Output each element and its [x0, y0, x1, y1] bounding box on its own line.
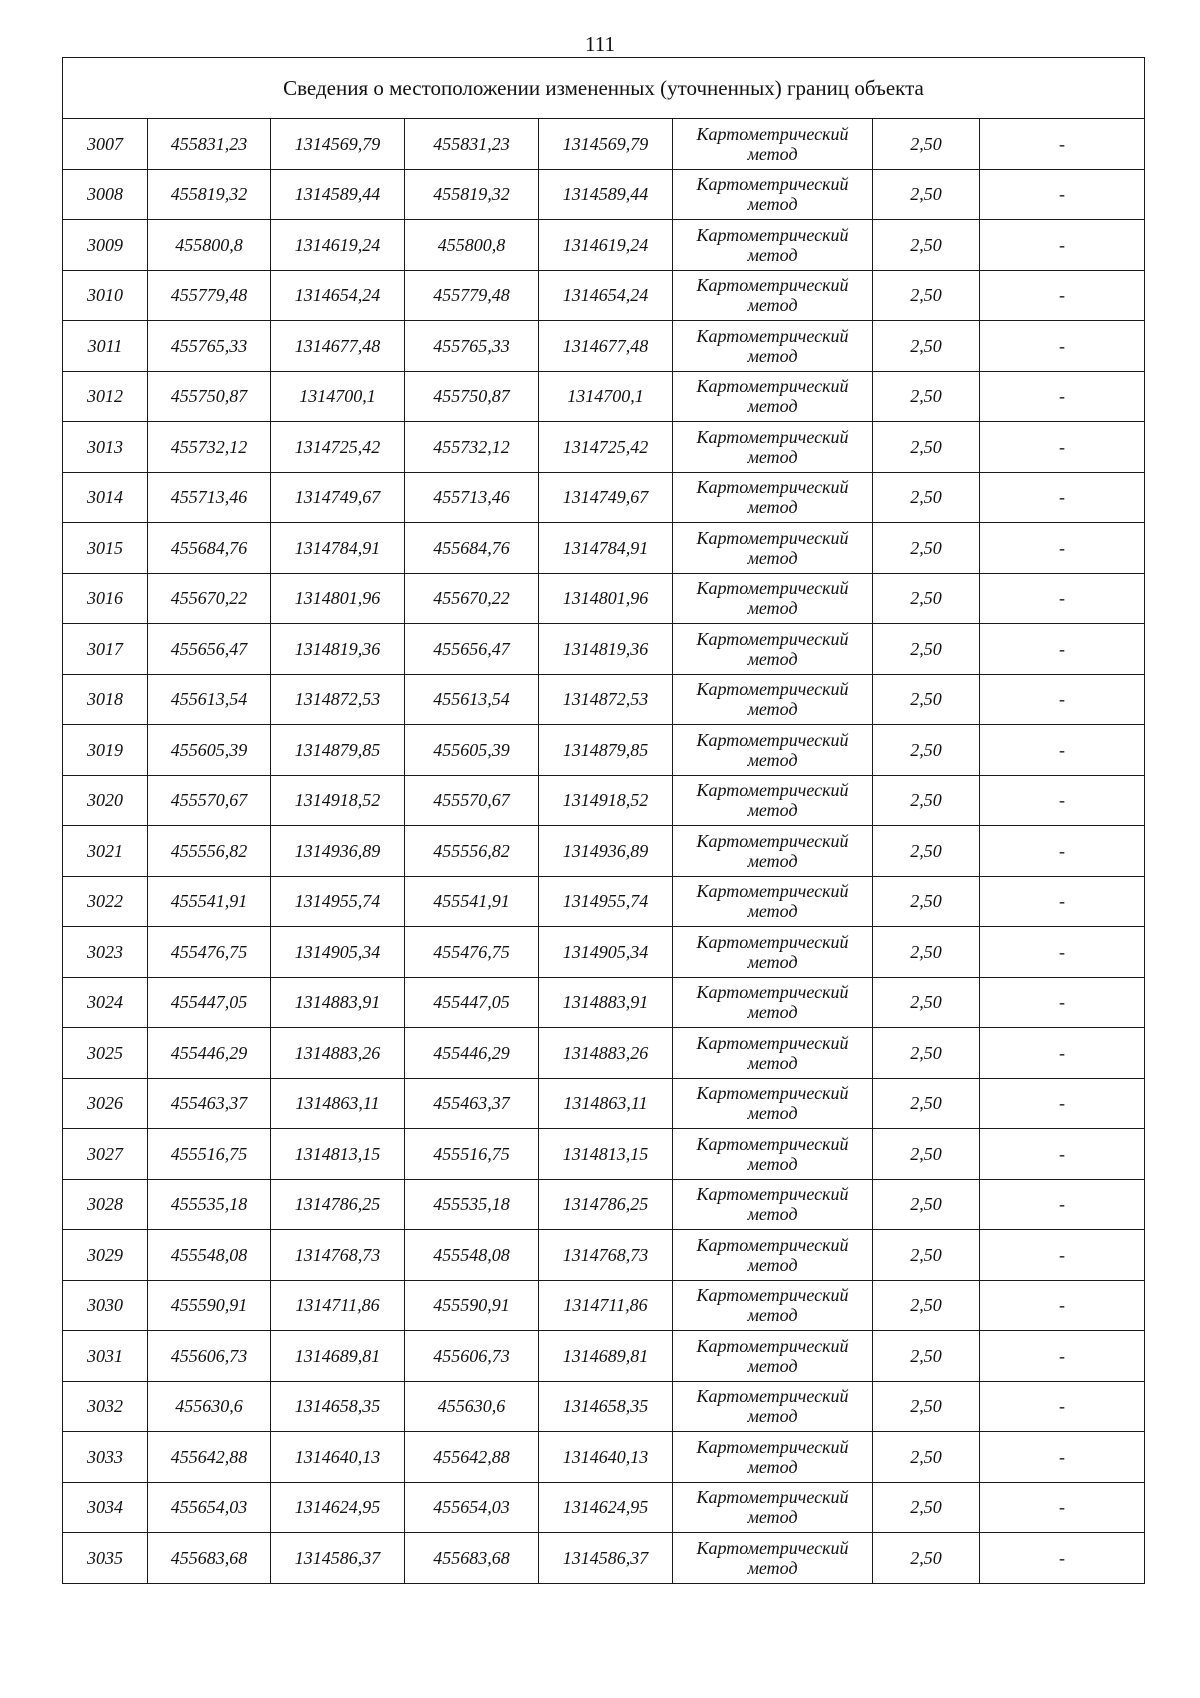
y-old-cell: 1314905,34: [271, 927, 405, 978]
description-cell: -: [980, 1280, 1145, 1331]
y-new-cell: 1314711,86: [539, 1280, 673, 1331]
point-number-cell: 3023: [63, 927, 148, 978]
point-number-cell: 3030: [63, 1280, 148, 1331]
y-new-cell: 1314784,91: [539, 523, 673, 574]
method-cell: Картометрический метод: [673, 624, 873, 675]
method-cell: Картометрический метод: [673, 523, 873, 574]
y-old-cell: 1314879,85: [271, 725, 405, 776]
description-cell: -: [980, 119, 1145, 170]
x-new-cell: 455447,05: [405, 977, 539, 1028]
description-cell: -: [980, 573, 1145, 624]
y-new-cell: 1314786,25: [539, 1179, 673, 1230]
point-number-cell: 3027: [63, 1129, 148, 1180]
y-old-cell: 1314819,36: [271, 624, 405, 675]
table-row: [63, 220, 1145, 271]
y-new-cell: 1314569,79: [539, 119, 673, 170]
table-body: [63, 119, 1145, 1584]
table-caption: Сведения о местоположении измененных (уточненных) границ объекта: [63, 58, 1145, 119]
accuracy-cell: 2,50: [873, 1331, 980, 1382]
x-new-cell: 455670,22: [405, 573, 539, 624]
y-new-cell: 1314586,37: [539, 1533, 673, 1584]
method-cell: Картометрический метод: [673, 674, 873, 725]
table-row: [63, 674, 1145, 725]
table-caption-row: [63, 58, 1145, 119]
table-row: [63, 1482, 1145, 1533]
x-old-cell: 455713,46: [148, 472, 271, 523]
accuracy-cell: 2,50: [873, 422, 980, 473]
description-cell: -: [980, 1381, 1145, 1432]
description-cell: -: [980, 674, 1145, 725]
x-old-cell: 455765,33: [148, 321, 271, 372]
x-old-cell: 455556,82: [148, 826, 271, 877]
description-cell: -: [980, 371, 1145, 422]
accuracy-cell: 2,50: [873, 1432, 980, 1483]
y-old-cell: 1314619,24: [271, 220, 405, 271]
point-number-cell: 3016: [63, 573, 148, 624]
x-old-cell: 455732,12: [148, 422, 271, 473]
x-old-cell: 455654,03: [148, 1482, 271, 1533]
method-cell: Картометрический метод: [673, 321, 873, 372]
point-number-cell: 3024: [63, 977, 148, 1028]
table-row: [63, 1028, 1145, 1079]
y-new-cell: 1314725,42: [539, 422, 673, 473]
accuracy-cell: 2,50: [873, 826, 980, 877]
point-number-cell: 3035: [63, 1533, 148, 1584]
x-new-cell: 455819,32: [405, 169, 539, 220]
x-old-cell: 455516,75: [148, 1129, 271, 1180]
table-row: [63, 321, 1145, 372]
accuracy-cell: 2,50: [873, 321, 980, 372]
accuracy-cell: 2,50: [873, 876, 980, 927]
y-old-cell: 1314801,96: [271, 573, 405, 624]
accuracy-cell: 2,50: [873, 472, 980, 523]
method-cell: Картометрический метод: [673, 1078, 873, 1129]
point-number-cell: 3029: [63, 1230, 148, 1281]
table-row: [63, 1129, 1145, 1180]
table-row: [63, 1381, 1145, 1432]
x-old-cell: 455447,05: [148, 977, 271, 1028]
y-new-cell: 1314955,74: [539, 876, 673, 927]
table-row: [63, 1078, 1145, 1129]
y-old-cell: 1314872,53: [271, 674, 405, 725]
x-old-cell: 455670,22: [148, 573, 271, 624]
x-old-cell: 455613,54: [148, 674, 271, 725]
y-old-cell: 1314654,24: [271, 270, 405, 321]
method-cell: Картометрический метод: [673, 1331, 873, 1382]
description-cell: -: [980, 1028, 1145, 1079]
y-old-cell: 1314689,81: [271, 1331, 405, 1382]
description-cell: -: [980, 1078, 1145, 1129]
method-cell: Картометрический метод: [673, 1533, 873, 1584]
method-cell: Картометрический метод: [673, 119, 873, 170]
x-new-cell: 455732,12: [405, 422, 539, 473]
point-number-cell: 3033: [63, 1432, 148, 1483]
y-old-cell: 1314658,35: [271, 1381, 405, 1432]
description-cell: -: [980, 826, 1145, 877]
method-cell: Картометрический метод: [673, 1179, 873, 1230]
accuracy-cell: 2,50: [873, 220, 980, 271]
x-new-cell: 455779,48: [405, 270, 539, 321]
x-new-cell: 455541,91: [405, 876, 539, 927]
y-new-cell: 1314589,44: [539, 169, 673, 220]
y-new-cell: 1314879,85: [539, 725, 673, 776]
x-new-cell: 455654,03: [405, 1482, 539, 1533]
x-old-cell: 455779,48: [148, 270, 271, 321]
table-row: [63, 1230, 1145, 1281]
y-new-cell: 1314624,95: [539, 1482, 673, 1533]
x-new-cell: 455630,6: [405, 1381, 539, 1432]
accuracy-cell: 2,50: [873, 775, 980, 826]
description-cell: -: [980, 624, 1145, 675]
accuracy-cell: 2,50: [873, 523, 980, 574]
method-cell: Картометрический метод: [673, 371, 873, 422]
description-cell: -: [980, 927, 1145, 978]
y-new-cell: 1314905,34: [539, 927, 673, 978]
table-row: [63, 725, 1145, 776]
x-old-cell: 455630,6: [148, 1381, 271, 1432]
method-cell: Картометрический метод: [673, 977, 873, 1028]
accuracy-cell: 2,50: [873, 1078, 980, 1129]
accuracy-cell: 2,50: [873, 927, 980, 978]
description-cell: -: [980, 725, 1145, 776]
method-cell: Картометрический метод: [673, 472, 873, 523]
method-cell: Картометрический метод: [673, 1432, 873, 1483]
y-new-cell: 1314872,53: [539, 674, 673, 725]
y-new-cell: 1314813,15: [539, 1129, 673, 1180]
accuracy-cell: 2,50: [873, 1028, 980, 1079]
table-row: [63, 1533, 1145, 1584]
x-new-cell: 455713,46: [405, 472, 539, 523]
x-old-cell: 455541,91: [148, 876, 271, 927]
y-old-cell: 1314700,1: [271, 371, 405, 422]
x-new-cell: 455613,54: [405, 674, 539, 725]
point-number-cell: 3011: [63, 321, 148, 372]
y-new-cell: 1314819,36: [539, 624, 673, 675]
x-old-cell: 455819,32: [148, 169, 271, 220]
table-row: [63, 826, 1145, 877]
point-number-cell: 3031: [63, 1331, 148, 1382]
x-old-cell: 455535,18: [148, 1179, 271, 1230]
y-new-cell: 1314700,1: [539, 371, 673, 422]
method-cell: Картометрический метод: [673, 876, 873, 927]
description-cell: -: [980, 876, 1145, 927]
method-cell: Картометрический метод: [673, 1028, 873, 1079]
accuracy-cell: 2,50: [873, 1533, 980, 1584]
y-new-cell: 1314918,52: [539, 775, 673, 826]
description-cell: -: [980, 1129, 1145, 1180]
x-old-cell: 455476,75: [148, 927, 271, 978]
y-new-cell: 1314654,24: [539, 270, 673, 321]
method-cell: Картометрический метод: [673, 270, 873, 321]
y-old-cell: 1314569,79: [271, 119, 405, 170]
x-new-cell: 455684,76: [405, 523, 539, 574]
point-number-cell: 3007: [63, 119, 148, 170]
description-cell: -: [980, 321, 1145, 372]
point-number-cell: 3009: [63, 220, 148, 271]
y-old-cell: 1314711,86: [271, 1280, 405, 1331]
point-number-cell: 3013: [63, 422, 148, 473]
x-old-cell: 455683,68: [148, 1533, 271, 1584]
method-cell: Картометрический метод: [673, 1129, 873, 1180]
description-cell: -: [980, 1179, 1145, 1230]
table-row: [63, 523, 1145, 574]
x-new-cell: 455642,88: [405, 1432, 539, 1483]
accuracy-cell: 2,50: [873, 725, 980, 776]
table-row: [63, 927, 1145, 978]
x-old-cell: 455463,37: [148, 1078, 271, 1129]
y-old-cell: 1314677,48: [271, 321, 405, 372]
accuracy-cell: 2,50: [873, 1482, 980, 1533]
x-new-cell: 455535,18: [405, 1179, 539, 1230]
table-row: [63, 422, 1145, 473]
point-number-cell: 3025: [63, 1028, 148, 1079]
table-row: [63, 876, 1145, 927]
x-old-cell: 455570,67: [148, 775, 271, 826]
table-row: [63, 371, 1145, 422]
y-new-cell: 1314658,35: [539, 1381, 673, 1432]
y-old-cell: 1314589,44: [271, 169, 405, 220]
method-cell: Картометрический метод: [673, 775, 873, 826]
x-new-cell: 455683,68: [405, 1533, 539, 1584]
y-new-cell: 1314801,96: [539, 573, 673, 624]
x-old-cell: 455605,39: [148, 725, 271, 776]
y-old-cell: 1314883,26: [271, 1028, 405, 1079]
point-number-cell: 3014: [63, 472, 148, 523]
y-new-cell: 1314883,26: [539, 1028, 673, 1079]
page-number: 111: [585, 32, 615, 56]
x-old-cell: 455684,76: [148, 523, 271, 574]
point-number-cell: 3008: [63, 169, 148, 220]
accuracy-cell: 2,50: [873, 1129, 980, 1180]
method-cell: Картометрический метод: [673, 725, 873, 776]
accuracy-cell: 2,50: [873, 1179, 980, 1230]
table-row: [63, 472, 1145, 523]
accuracy-cell: 2,50: [873, 573, 980, 624]
y-old-cell: 1314863,11: [271, 1078, 405, 1129]
description-cell: -: [980, 169, 1145, 220]
x-new-cell: 455548,08: [405, 1230, 539, 1281]
y-old-cell: 1314749,67: [271, 472, 405, 523]
method-cell: Картометрический метод: [673, 1381, 873, 1432]
x-new-cell: 455605,39: [405, 725, 539, 776]
x-new-cell: 455463,37: [405, 1078, 539, 1129]
point-number-cell: 3020: [63, 775, 148, 826]
y-old-cell: 1314624,95: [271, 1482, 405, 1533]
method-cell: Картометрический метод: [673, 1280, 873, 1331]
x-new-cell: 455570,67: [405, 775, 539, 826]
method-cell: Картометрический метод: [673, 927, 873, 978]
x-new-cell: 455590,91: [405, 1280, 539, 1331]
description-cell: -: [980, 523, 1145, 574]
point-number-cell: 3026: [63, 1078, 148, 1129]
method-cell: Картометрический метод: [673, 1482, 873, 1533]
method-cell: Картометрический метод: [673, 169, 873, 220]
point-number-cell: 3018: [63, 674, 148, 725]
method-cell: Картометрический метод: [673, 422, 873, 473]
table-row: [63, 624, 1145, 675]
accuracy-cell: 2,50: [873, 1230, 980, 1281]
x-old-cell: 455606,73: [148, 1331, 271, 1382]
x-old-cell: 455800,8: [148, 220, 271, 271]
x-new-cell: 455476,75: [405, 927, 539, 978]
x-old-cell: 455831,23: [148, 119, 271, 170]
y-old-cell: 1314786,25: [271, 1179, 405, 1230]
description-cell: -: [980, 1230, 1145, 1281]
description-cell: -: [980, 775, 1145, 826]
method-cell: Картометрический метод: [673, 826, 873, 877]
point-number-cell: 3028: [63, 1179, 148, 1230]
x-new-cell: 455446,29: [405, 1028, 539, 1079]
point-number-cell: 3010: [63, 270, 148, 321]
description-cell: -: [980, 220, 1145, 271]
point-number-cell: 3012: [63, 371, 148, 422]
y-new-cell: 1314689,81: [539, 1331, 673, 1382]
y-new-cell: 1314677,48: [539, 321, 673, 372]
y-old-cell: 1314813,15: [271, 1129, 405, 1180]
table-row: [63, 1280, 1145, 1331]
point-number-cell: 3022: [63, 876, 148, 927]
description-cell: -: [980, 1331, 1145, 1382]
accuracy-cell: 2,50: [873, 270, 980, 321]
y-new-cell: 1314883,91: [539, 977, 673, 1028]
y-new-cell: 1314640,13: [539, 1432, 673, 1483]
y-old-cell: 1314918,52: [271, 775, 405, 826]
point-number-cell: 3015: [63, 523, 148, 574]
method-cell: Картометрический метод: [673, 573, 873, 624]
accuracy-cell: 2,50: [873, 977, 980, 1028]
x-new-cell: 455556,82: [405, 826, 539, 877]
point-number-cell: 3021: [63, 826, 148, 877]
x-new-cell: 455516,75: [405, 1129, 539, 1180]
description-cell: -: [980, 1482, 1145, 1533]
accuracy-cell: 2,50: [873, 1381, 980, 1432]
point-number-cell: 3034: [63, 1482, 148, 1533]
x-old-cell: 455642,88: [148, 1432, 271, 1483]
y-old-cell: 1314725,42: [271, 422, 405, 473]
x-new-cell: 455765,33: [405, 321, 539, 372]
table-row: [63, 573, 1145, 624]
y-new-cell: 1314619,24: [539, 220, 673, 271]
accuracy-cell: 2,50: [873, 674, 980, 725]
table-row: [63, 169, 1145, 220]
table-row: [63, 775, 1145, 826]
point-number-cell: 3032: [63, 1381, 148, 1432]
x-old-cell: 455656,47: [148, 624, 271, 675]
table-row: [63, 119, 1145, 170]
accuracy-cell: 2,50: [873, 371, 980, 422]
x-new-cell: 455606,73: [405, 1331, 539, 1382]
description-cell: -: [980, 1533, 1145, 1584]
table-row: [63, 1432, 1145, 1483]
y-old-cell: 1314955,74: [271, 876, 405, 927]
y-old-cell: 1314784,91: [271, 523, 405, 574]
y-old-cell: 1314883,91: [271, 977, 405, 1028]
y-old-cell: 1314640,13: [271, 1432, 405, 1483]
x-old-cell: 455750,87: [148, 371, 271, 422]
y-old-cell: 1314768,73: [271, 1230, 405, 1281]
point-number-cell: 3017: [63, 624, 148, 675]
method-cell: Картометрический метод: [673, 220, 873, 271]
x-new-cell: 455656,47: [405, 624, 539, 675]
description-cell: -: [980, 1432, 1145, 1483]
y-old-cell: 1314586,37: [271, 1533, 405, 1584]
y-old-cell: 1314936,89: [271, 826, 405, 877]
x-new-cell: 455831,23: [405, 119, 539, 170]
table-row: [63, 1179, 1145, 1230]
accuracy-cell: 2,50: [873, 624, 980, 675]
description-cell: -: [980, 270, 1145, 321]
x-old-cell: 455590,91: [148, 1280, 271, 1331]
y-new-cell: 1314863,11: [539, 1078, 673, 1129]
point-number-cell: 3019: [63, 725, 148, 776]
x-old-cell: 455548,08: [148, 1230, 271, 1281]
x-new-cell: 455800,8: [405, 220, 539, 271]
accuracy-cell: 2,50: [873, 1280, 980, 1331]
table-row: [63, 1331, 1145, 1382]
accuracy-cell: 2,50: [873, 119, 980, 170]
y-new-cell: 1314749,67: [539, 472, 673, 523]
description-cell: -: [980, 977, 1145, 1028]
accuracy-cell: 2,50: [873, 169, 980, 220]
y-new-cell: 1314768,73: [539, 1230, 673, 1281]
x-old-cell: 455446,29: [148, 1028, 271, 1079]
x-new-cell: 455750,87: [405, 371, 539, 422]
table-row: [63, 977, 1145, 1028]
description-cell: -: [980, 422, 1145, 473]
description-cell: -: [980, 472, 1145, 523]
boundary-coordinates-table: [62, 57, 1145, 1584]
y-new-cell: 1314936,89: [539, 826, 673, 877]
method-cell: Картометрический метод: [673, 1230, 873, 1281]
table-row: [63, 270, 1145, 321]
